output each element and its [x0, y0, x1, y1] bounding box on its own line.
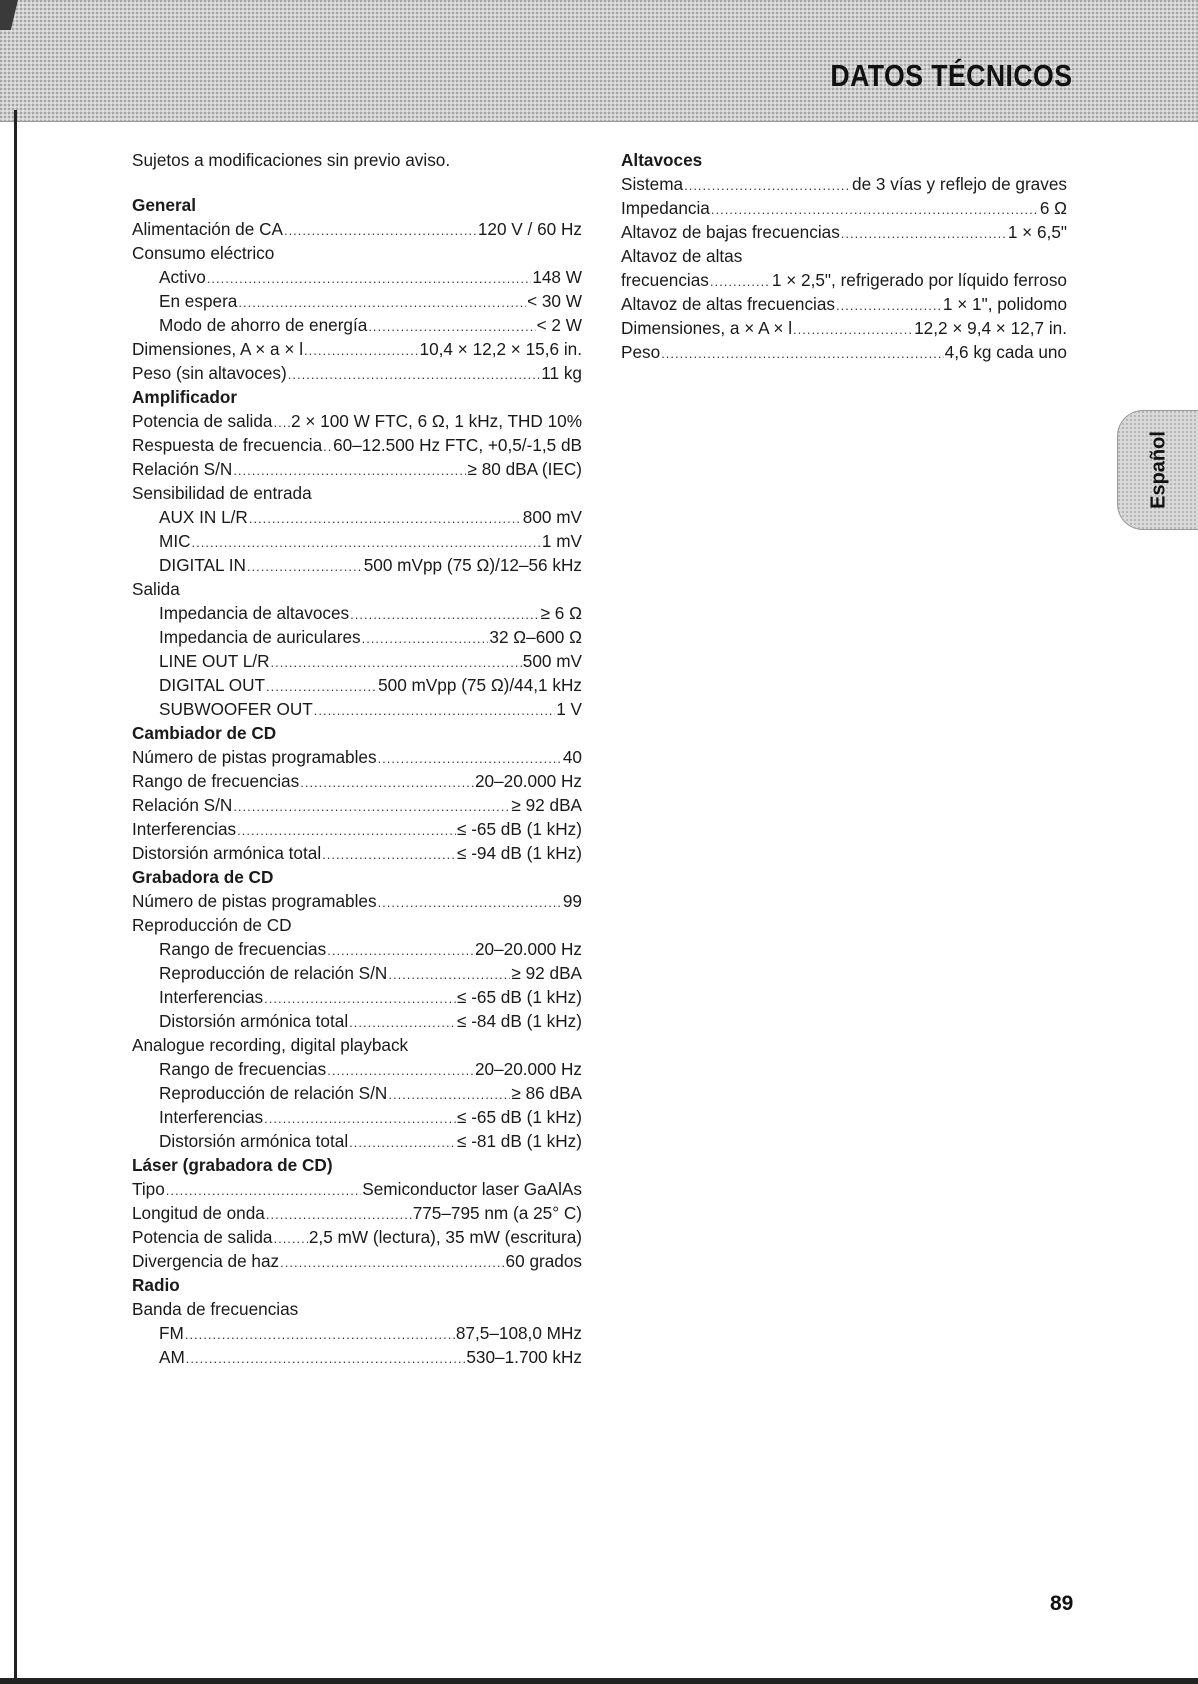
spec-label: Modo de ahorro de energía — [159, 315, 368, 335]
spec-row — [132, 697, 582, 721]
dot-leader — [207, 267, 532, 291]
spec-value: 87,5–108,0 MHz — [455, 1323, 582, 1343]
spec-label: Altavoz de bajas frecuencias — [621, 222, 840, 242]
spec-row — [132, 481, 582, 505]
spec-row — [132, 817, 582, 841]
spec-label: Distorsión armónica total — [159, 1011, 349, 1031]
spec-label: Relación S/N — [132, 795, 233, 815]
dot-leader — [238, 291, 526, 315]
spec-row — [132, 1081, 582, 1105]
spec-row — [132, 673, 582, 697]
dot-leader — [368, 315, 535, 339]
spec-row — [132, 1249, 582, 1273]
dot-leader — [273, 411, 290, 435]
spec-label: Altavoz de altas — [621, 246, 743, 266]
spec-label: Dimensiones, A × a × l — [132, 339, 304, 359]
spec-label: Longitud de onda — [132, 1203, 265, 1223]
spec-label: Rango de frecuencias — [132, 771, 300, 791]
spec-value: ≥ 92 dBA — [511, 963, 582, 983]
section-title: Altavoces — [621, 150, 703, 170]
spec-value: < 2 W — [536, 315, 582, 335]
spec-value: 1 × 2,5", refrigerado por líquido ferroso — [771, 270, 1067, 290]
spec-row — [132, 625, 582, 649]
dot-leader — [264, 1107, 456, 1131]
spec-value: 99 — [562, 891, 582, 911]
spec-row — [132, 937, 582, 961]
spec-value: 1 × 1", polidomo — [942, 294, 1067, 314]
spec-row — [132, 553, 582, 577]
spec-row — [132, 577, 582, 601]
dot-leader — [388, 963, 510, 987]
header-divider — [0, 121, 1198, 122]
spec-label: Interferencias — [132, 819, 237, 839]
right-spec-sections — [621, 148, 1067, 364]
spec-label: Sistema — [621, 174, 684, 194]
spec-value: de 3 vías y reflejo de graves — [852, 174, 1067, 194]
spec-label: Interferencias — [159, 1107, 264, 1127]
spec-row — [621, 292, 1067, 316]
spec-label: FM — [159, 1323, 184, 1343]
spec-row — [132, 313, 582, 337]
spec-value: ≤ -65 dB (1 kHz) — [456, 987, 582, 1007]
spec-row — [132, 529, 582, 553]
spec-value: ≥ 6 Ω — [540, 603, 582, 623]
dot-leader — [350, 603, 539, 627]
dot-leader — [349, 1131, 456, 1155]
spec-label: Impedancia — [621, 198, 710, 218]
spec-label: LINE OUT L/R — [159, 651, 270, 671]
spec-section — [132, 865, 582, 1153]
section-title: General — [132, 195, 197, 215]
spec-row — [132, 1225, 582, 1249]
spec-value: ≤ -84 dB (1 kHz) — [456, 1011, 582, 1031]
spec-value: ≥ 92 dBA — [511, 795, 582, 815]
spec-label: Sensibilidad de entrada — [132, 483, 312, 503]
dot-leader — [378, 891, 562, 915]
section-title: Radio — [132, 1275, 180, 1295]
spec-label: Distorsión armónica total — [132, 843, 322, 863]
dot-leader — [362, 627, 489, 651]
section-title: Amplificador — [132, 387, 238, 407]
spec-section — [132, 1153, 582, 1273]
spec-value: 500 mV — [522, 651, 582, 671]
spec-row — [132, 241, 582, 265]
spec-value: 500 mVpp (75 Ω)/12–56 kHz — [363, 555, 582, 575]
spec-label: Potencia de salida — [132, 1227, 273, 1247]
dot-leader — [280, 1251, 504, 1275]
spec-section — [621, 148, 1067, 364]
spec-row — [132, 793, 582, 817]
page-number: 89 — [1050, 1592, 1074, 1615]
spec-label: Reproducción de CD — [132, 915, 292, 935]
spec-value: 20–20.000 Hz — [474, 1059, 582, 1079]
spec-value: Semiconductor laser GaAlAs — [362, 1179, 582, 1199]
dot-leader — [327, 939, 474, 963]
spec-value: 10,4 × 12,2 × 15,6 in. — [419, 339, 582, 359]
spec-row — [132, 409, 582, 433]
spec-row — [132, 1321, 582, 1345]
spec-label: Altavoz de altas frecuencias — [621, 294, 836, 314]
dot-leader — [247, 555, 363, 579]
spec-label: Distorsión armónica total — [159, 1131, 349, 1151]
spec-row — [132, 1345, 582, 1369]
spec-value: 530–1.700 kHz — [466, 1347, 582, 1367]
spec-label: SUBWOOFER OUT — [159, 699, 313, 719]
spec-row — [132, 745, 582, 769]
spec-row — [132, 265, 582, 289]
spec-label: Divergencia de haz — [132, 1251, 280, 1271]
spec-section — [132, 385, 582, 721]
spec-value: < 30 W — [527, 291, 582, 311]
spec-label: Relación S/N — [132, 459, 233, 479]
spec-value: 60 grados — [505, 1251, 582, 1271]
spec-section — [132, 721, 582, 865]
dot-leader — [166, 1179, 361, 1203]
spec-label: Consumo eléctrico — [132, 243, 275, 263]
left-column — [132, 148, 582, 1369]
spec-value: 1 mV — [541, 531, 582, 551]
section-title: Láser (grabadora de CD) — [132, 1155, 333, 1175]
spec-row — [132, 433, 582, 457]
dot-leader — [836, 294, 942, 318]
spec-label: Número de pistas programables — [132, 747, 377, 767]
spec-value: ≥ 80 dBA (IEC) — [467, 459, 582, 479]
spec-label: Rango de frecuencias — [159, 1059, 327, 1079]
dot-leader — [233, 795, 510, 819]
spec-row — [621, 316, 1067, 340]
dot-leader — [841, 222, 1007, 246]
spec-row — [132, 457, 582, 481]
spec-value: 6 Ω — [1039, 198, 1067, 218]
spec-row — [621, 340, 1067, 364]
dot-leader — [710, 270, 771, 294]
spec-label: En espera — [159, 291, 238, 311]
spec-row — [132, 1105, 582, 1129]
spec-value: ≤ -81 dB (1 kHz) — [456, 1131, 582, 1151]
spec-section — [132, 193, 582, 385]
dot-leader — [388, 1083, 510, 1107]
spec-row — [132, 961, 582, 985]
dot-leader — [266, 675, 377, 699]
spec-row — [132, 601, 582, 625]
spec-value: 120 V / 60 Hz — [477, 219, 582, 239]
spec-label: Salida — [132, 579, 180, 599]
left-spec-sections — [132, 193, 582, 1369]
spec-row — [132, 361, 582, 385]
dot-leader — [233, 459, 466, 483]
dot-leader — [349, 1011, 456, 1035]
spec-label: Activo — [159, 267, 206, 287]
spec-value: 2 × 100 W FTC, 6 Ω, 1 kHz, THD 10% — [291, 411, 582, 431]
section-title: Grabadora de CD — [132, 867, 274, 887]
dot-leader — [249, 507, 522, 531]
spec-value: 32 Ω–600 Ω — [489, 627, 582, 647]
spec-row — [621, 244, 1067, 268]
language-tab[interactable] — [1117, 410, 1198, 530]
spec-row — [132, 337, 582, 361]
spec-label: Impedancia de auriculares — [159, 627, 361, 647]
spec-row — [132, 1129, 582, 1153]
spec-value: ≥ 86 dBA — [511, 1083, 582, 1103]
spec-label: Tipo — [132, 1179, 165, 1199]
left-margin-rule — [14, 110, 17, 1684]
spec-label: DIGITAL OUT — [159, 675, 265, 695]
spec-row — [621, 196, 1067, 220]
spec-label: AM — [159, 1347, 185, 1367]
dot-leader — [185, 1323, 455, 1347]
spec-value: 1 V — [556, 699, 582, 719]
dot-leader — [322, 843, 456, 867]
dot-leader — [284, 219, 477, 243]
dot-leader — [266, 1203, 412, 1227]
section-title: Cambiador de CD — [132, 723, 277, 743]
spec-row — [132, 1033, 582, 1057]
dot-leader — [323, 435, 332, 459]
spec-label: DIGITAL IN — [159, 555, 246, 575]
dot-leader — [327, 1059, 474, 1083]
language-tab-label: Español — [1147, 431, 1169, 509]
spec-value: ≤ -65 dB (1 kHz) — [456, 1107, 582, 1127]
spec-value: 20–20.000 Hz — [474, 939, 582, 959]
spec-value: 800 mV — [522, 507, 582, 527]
spec-label: Respuesta de frecuencia — [132, 435, 323, 455]
spec-row — [132, 889, 582, 913]
spec-label: Interferencias — [159, 987, 264, 1007]
spec-value: ≤ -94 dB (1 kHz) — [456, 843, 582, 863]
dot-leader — [273, 1227, 307, 1251]
spec-label: Número de pistas programables — [132, 891, 377, 911]
spec-row — [132, 1177, 582, 1201]
dot-leader — [270, 651, 521, 675]
spec-value: ≤ -65 dB (1 kHz) — [456, 819, 582, 839]
spec-value: 4,6 kg cada uno — [944, 342, 1067, 362]
spec-label: Reproducción de relación S/N — [159, 1083, 388, 1103]
spec-row — [132, 289, 582, 313]
dot-leader — [186, 1347, 466, 1371]
dot-leader — [711, 198, 1039, 222]
spec-label: Peso — [621, 342, 661, 362]
spec-row — [132, 841, 582, 865]
spec-value: 2,5 mW (lectura), 35 mW (escritura) — [308, 1227, 582, 1247]
spec-row — [132, 913, 582, 937]
spec-value: 1 × 6,5" — [1007, 222, 1067, 242]
spec-value: 11 kg — [541, 363, 582, 383]
spec-value: 148 W — [532, 267, 582, 287]
spec-row — [621, 220, 1067, 244]
spec-row — [132, 769, 582, 793]
dot-leader — [661, 342, 943, 366]
bottom-rule — [0, 1678, 1198, 1684]
spec-value: 12,2 × 9,4 × 12,7 in. — [914, 318, 1067, 338]
spec-value: 60–12.500 Hz FTC, +0,5/-1,5 dB — [333, 435, 582, 455]
spec-row — [621, 268, 1067, 292]
spec-label: Banda de frecuencias — [132, 1299, 299, 1319]
dot-leader — [793, 318, 913, 342]
right-column — [621, 148, 1067, 364]
dot-leader — [304, 339, 419, 363]
spec-row — [132, 505, 582, 529]
spec-section — [132, 1273, 582, 1369]
spec-row — [132, 1297, 582, 1321]
spec-label: Dimensiones, a × A × l — [621, 318, 793, 338]
page-title: DATOS TÉCNICOS — [829, 58, 1072, 93]
dot-leader — [684, 174, 851, 198]
spec-row — [621, 172, 1067, 196]
dot-leader — [237, 819, 456, 843]
spec-label: Alimentación de CA — [132, 219, 283, 239]
spec-row — [132, 1201, 582, 1225]
dot-leader — [314, 699, 555, 723]
spec-row — [132, 1009, 582, 1033]
spec-value: 20–20.000 Hz — [474, 771, 582, 791]
spec-value: 775–795 nm (a 25° C) — [412, 1203, 582, 1223]
spec-value: 40 — [562, 747, 582, 767]
spec-label: MIC — [159, 531, 191, 551]
spec-label: Potencia de salida — [132, 411, 273, 431]
spec-label: Analogue recording, digital playback — [132, 1035, 409, 1055]
spec-row — [132, 985, 582, 1009]
spec-label: Rango de frecuencias — [159, 939, 327, 959]
spec-label: frecuencias — [621, 270, 709, 290]
spec-value: 500 mVpp (75 Ω)/44,1 kHz — [378, 675, 582, 695]
intro-text: Sujetos a modificaciones sin previo aviso. — [132, 150, 451, 170]
spec-row — [132, 649, 582, 673]
dot-leader — [264, 987, 456, 1011]
dot-leader — [192, 531, 541, 555]
dot-leader — [378, 747, 562, 771]
spec-label: Peso (sin altavoces) — [132, 363, 287, 383]
dot-leader — [300, 771, 474, 795]
spec-label: Impedancia de altavoces — [159, 603, 350, 623]
spec-label: Reproducción de relación S/N — [159, 963, 388, 983]
spec-row — [132, 1057, 582, 1081]
dot-leader — [288, 363, 540, 387]
spec-row — [132, 217, 582, 241]
spec-label: AUX IN L/R — [159, 507, 248, 527]
